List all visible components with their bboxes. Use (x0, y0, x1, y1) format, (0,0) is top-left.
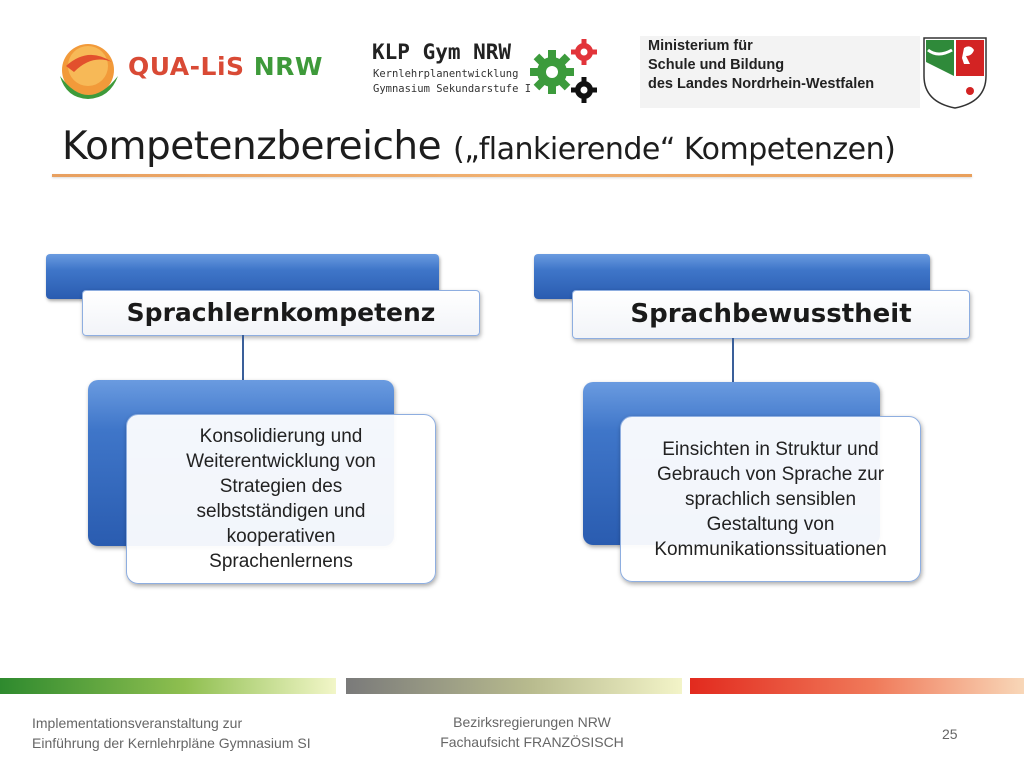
klp-logo-line2: Gymnasium Sekundarstufe I (373, 83, 532, 95)
right-connector-line (732, 338, 734, 382)
slide-title (62, 124, 895, 169)
ministry-line2: Schule und Bildung (648, 57, 785, 73)
nrw-coat-of-arms-icon (920, 36, 990, 110)
footer-event-text (32, 713, 311, 753)
footer-band-green (0, 678, 336, 694)
footer-band-red (690, 678, 1024, 694)
klp-logo-line1: Kernlehrplanentwicklung (373, 68, 519, 80)
page-number: 25 (942, 726, 958, 742)
left-heading-text: Sprachlernkompetenz (126, 298, 436, 327)
footer-authority-line2: Fachaufsicht FRANZÖSISCH (440, 734, 624, 750)
footer-authority-text (432, 712, 632, 752)
left-card (126, 414, 436, 584)
qualis-wordmark-part1: QUA-LiS (128, 52, 245, 81)
right-heading-box (572, 290, 970, 339)
qualis-emblem-icon (52, 36, 132, 106)
left-card-text: Konsolidierung und Weiterentwicklung von Strategien des selbstständigen und kooperativen Sprachenlernens (186, 426, 376, 572)
right-card-text: Einsichten in Struktur und Gebrauch von Sprache zur sprachlich sensiblen Gestaltung von Kommunikationssituationen (654, 438, 887, 560)
left-connector-line (242, 335, 244, 381)
title-underline (52, 174, 972, 177)
right-card (620, 416, 921, 582)
slide-title-main: Kompetenzbereiche (62, 124, 442, 169)
slide-title-sub: („flankierende“ Kompetenzen) (453, 132, 896, 167)
right-heading-text: Sprachbewusstheit (630, 299, 912, 329)
footer-event-line1: Implementationsveranstaltung zur (32, 715, 243, 731)
ministry-text (648, 37, 874, 94)
left-heading-box (82, 290, 480, 336)
klp-logo-title: KLP Gym NRW (372, 40, 512, 64)
ministry-line3: des Landes Nordrhein-Westfalen (648, 76, 875, 92)
gears-icon (522, 36, 602, 106)
footer-event-line2: Einführung der Kernlehrpläne Gymnasium SI (32, 735, 311, 751)
ministry-line1: Ministerium für (648, 38, 753, 54)
qualis-wordmark-part2: NRW (253, 52, 323, 81)
qualis-wordmark (128, 52, 323, 81)
footer-authority-line1: Bezirksregierungen NRW (453, 714, 611, 730)
footer-band-grey (346, 678, 682, 694)
